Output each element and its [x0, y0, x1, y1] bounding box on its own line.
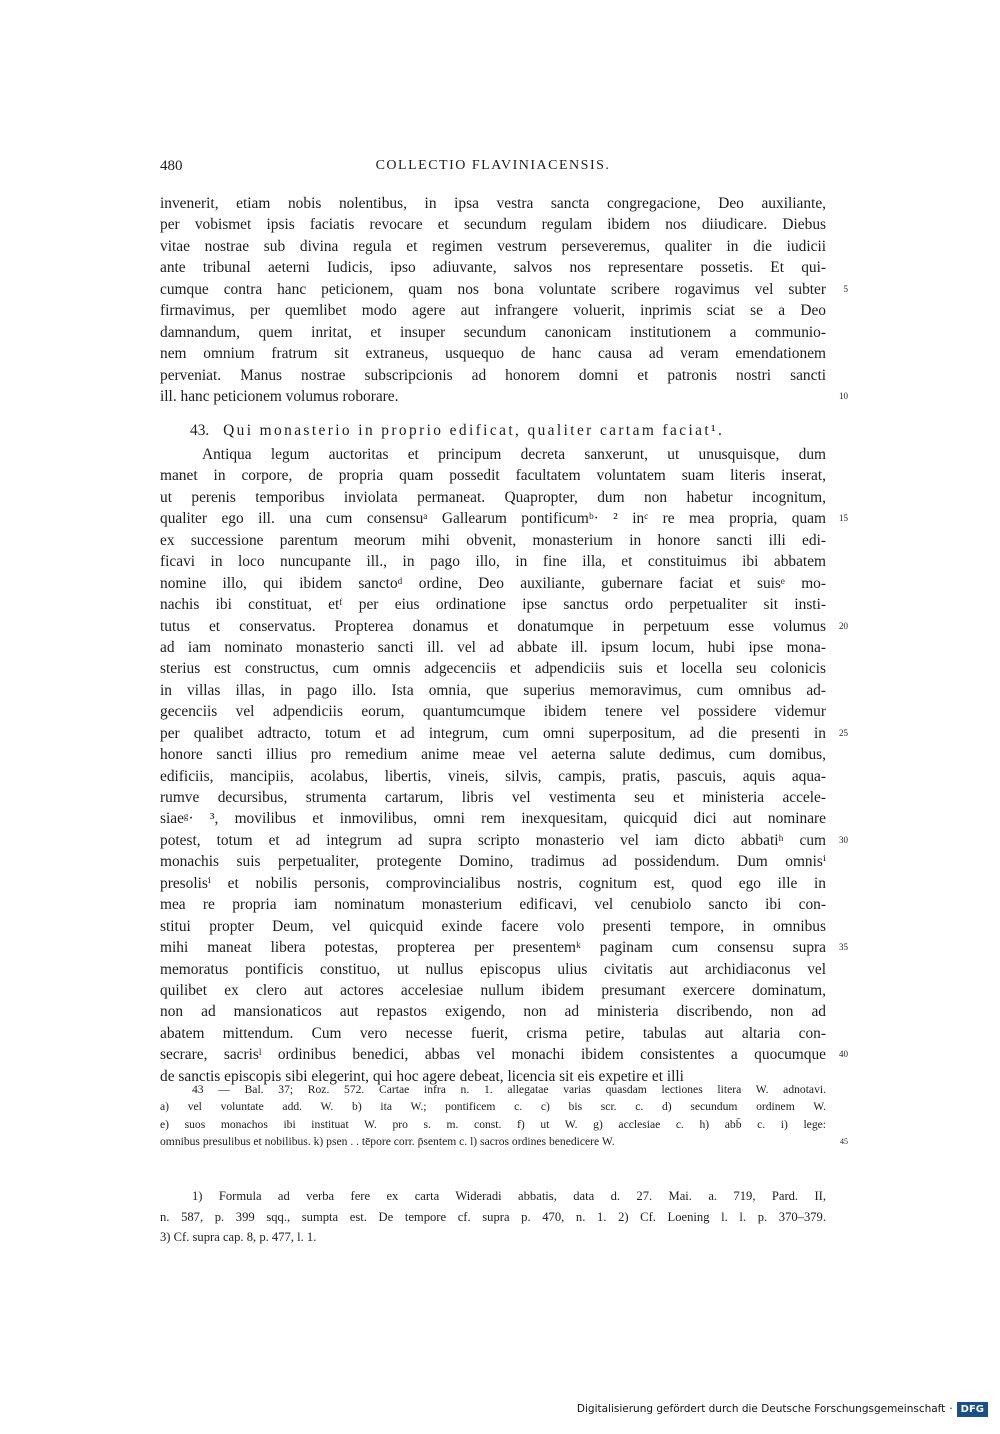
text-line	[160, 744, 826, 765]
main-text-body	[160, 444, 848, 1087]
line-text: per vobismet ipsis faciatis revocare et secundum regulam ibidem nos diiudicare. Diebus	[160, 216, 826, 234]
line-text: edificiis, mancipiis, acolabus, libertis, vineis, silvis, campis, pratis, pascuis, aquis aqua-	[160, 767, 826, 785]
text-line	[160, 465, 826, 486]
line-text: in villas illas, in pago illo. Ista omnia, que superius memoravimus, cum omnibus ad-	[160, 681, 826, 699]
text-line	[160, 594, 826, 615]
line-text: e) suos monachos ibi instituat W. pro s. m. const. f) ut W. g) acclesiae c. h) abb̄ c. i) lege:	[160, 1117, 826, 1131]
line-text: a) vel voluntate add. W. b) ita W.; pontificem c. c) bis scr. c. d) secundum ordinem W.	[160, 1100, 826, 1114]
line-text: 43 — Bal. 37; Roz. 572. Cartae infra n. 1. allegatae varias quasdam lectiones litera W. adnotavi.	[192, 1083, 826, 1096]
line-text: stitui propter Deum, vel quicquid exinde facere volo presenti tempore, in omnibus	[160, 917, 826, 935]
line-text: siaeᵍ· ³, movilibus et inmovilibus, omni rem inexquesitam, quicquid dici aut nominare	[160, 810, 826, 828]
line-text: nachis ibi constituat, etᶠ per eius ordinatione ipse sanctus ordo perpetualiter sit insti-	[160, 596, 826, 614]
line-text: per qualibet adtracto, totum et ad integrum, cum omni superpositum, ad die presenti in	[160, 724, 826, 742]
text-line	[160, 551, 826, 572]
text-line	[160, 894, 826, 915]
text-line	[160, 723, 848, 744]
line-text: potest, totum et ad integrum ad supra scripto monasterio vel iam dicto abbatiʰ cum	[160, 831, 826, 849]
line-number: 35	[839, 942, 848, 953]
text-line	[160, 701, 826, 722]
line-text: mihi maneat libera potestas, propterea per presentemᵏ paginam cum consensu supra	[160, 939, 826, 957]
line-text: ad iam nominato monasterio sancti ill. vel ad abbate ill. ipsum locum, hubi ipse mona-	[160, 638, 826, 656]
line-text: quilibet ex clero aut actores accelesiae nullum ibidem presumant exercere dominatum,	[160, 981, 826, 999]
line-text: qualiter ego ill. una cum consensuᵃ Gallearum pontificumᵇ· ² inᶜ re mea propria, quam	[160, 510, 826, 528]
line-text: Antiqua legum auctoritas et principum decreta sanxerunt, ut unusquisque, dum	[202, 446, 826, 463]
text-line	[160, 916, 826, 937]
section-heading	[190, 422, 724, 440]
line-text: memoratus pontificis constituo, ut nullus episcopus ulius civitatis aut archidiaconus vel	[160, 960, 826, 978]
text-line	[160, 808, 826, 829]
line-text: nomine illo, qui ibidem sanctoᵈ ordine, Deo auxiliante, gubernare faciat et suisᵉ mo-	[160, 574, 826, 592]
running-title: COLLECTIO FLAVINIACENSIS.	[375, 158, 611, 173]
line-text: perveniat. Manus nostrae subscripcionis ad honorem domni et patronis nostri sancti	[160, 366, 826, 384]
footnote-line: 3) Cf. supra cap. 8, p. 477, l. 1.	[160, 1230, 317, 1244]
line-text: ill. hanc peticionem volumus roborare.	[160, 387, 399, 405]
line-text: monachis suis perpetualiter, protegente Domino, tradimus ad possidendum. Dum omnisⁱ	[160, 853, 826, 871]
text-line	[160, 193, 826, 214]
text-line	[160, 214, 826, 235]
line-number: 30	[839, 834, 848, 845]
line-number: 20	[839, 620, 848, 631]
apparatus-line	[160, 1081, 826, 1098]
credit-text: Digitalisierung gefördert durch die Deutsche Forschungsgemeinschaft	[576, 1403, 946, 1415]
line-number: 10	[839, 390, 848, 401]
text-line	[160, 1044, 848, 1065]
line-text: nem omnium fratrum sit extraneus, usquequo de hanc causa ad veram emendationem	[160, 345, 826, 363]
line-text: damnandum, quem inritat, et insuper secundum canonicam institutionem a communio-	[160, 323, 826, 341]
dfg-logo-icon: DFG	[957, 1402, 988, 1417]
line-text: honore sancti illius pro remedium anime meae vel aeterna salute dedimus, cum domibus,	[160, 746, 826, 764]
text-line	[160, 680, 826, 701]
line-text: firmavimus, per quemlibet modo agere aut infrangere voluerit, inprimis sciat se a Deo	[160, 302, 826, 320]
line-text: vitae nostrae sub divina regula et regimen vestrum perseveremus, qualiter in die iudicii	[160, 237, 826, 255]
line-text: sterius est constructus, cum omnis adgecenciis et adpendiciis suis et locella seu colonicis	[160, 660, 826, 678]
line-text: gecenciis vel adpendiciis eorum, quantumcumque ibidem tenere vel possidere videmur	[160, 703, 826, 721]
text-line	[160, 279, 848, 300]
line-number: 25	[839, 727, 848, 738]
text-line	[160, 787, 826, 808]
page-header	[160, 158, 826, 180]
line-number: 5	[843, 283, 848, 294]
line-text: invenerit, etiam nobis nolentibus, in ipsa vestra sancta congregacione, Deo auxiliante,	[160, 195, 826, 212]
text-line	[160, 830, 848, 851]
line-text: de sanctis episcopis sibi elegerint, qui hoc agere debeat, licencia sit eis expetire et illi	[160, 1067, 684, 1085]
text-line	[160, 616, 848, 637]
text-line	[160, 300, 826, 321]
section-number: 43.	[190, 422, 210, 439]
text-line	[160, 444, 826, 465]
line-number: 45	[840, 1137, 848, 1147]
critical-apparatus	[160, 1081, 848, 1151]
main-text-top	[160, 193, 848, 407]
text-line	[160, 257, 826, 278]
text-line	[160, 658, 826, 679]
line-text: secrare, sacrisˡ ordinibus benedici, abbas vel monachi ibidem consistentes a quocumque	[160, 1046, 826, 1064]
text-line	[160, 937, 848, 958]
footnote-line: n. 587, p. 399 sqq., sumpta est. De tempore cf. supra p. 470, n. 1. 2) Cf. Loening l. l. p. 370–379.	[160, 1209, 826, 1224]
footnote-line: 1) Formula ad verba fere ex carta Wideradi abbatis, data d. 27. Mai. a. 719, Pard. II,	[192, 1189, 826, 1203]
line-number: 40	[839, 1049, 848, 1060]
text-line	[160, 508, 848, 529]
text-line	[160, 322, 826, 343]
text-line	[160, 343, 826, 364]
line-text: mea re propria iam nominatum monasterium edificavi, vel cenubiolo sancto ibi con-	[160, 896, 826, 914]
line-text: abatem mittendum. Cum vero necesse fuerit, crisma petire, tabulas aut altaria con-	[160, 1024, 826, 1042]
line-text: manet in corpore, de propria quam possedit facultatem voluntatem suam literis inserat,	[160, 467, 826, 485]
line-text: ante tribunal aeterni Iudicis, ipso adiuvante, salvos nos representare possetis. Et qui-	[160, 259, 826, 277]
digitization-credit: Digitalisierung gefördert durch die Deutsche Forschungsgemeinschaft · DFG	[577, 1400, 988, 1418]
line-number: 15	[839, 513, 848, 524]
line-text: ut perenis temporibus inviolata permaneat. Quapropter, dum non habetur incognitum,	[160, 488, 826, 506]
text-line	[160, 873, 826, 894]
line-text: ex successione parentum meorum mihi obvenit, monasterium in honore sancti illi edi-	[160, 531, 826, 549]
apparatus-line	[160, 1098, 826, 1115]
text-line	[160, 637, 826, 658]
text-line	[160, 530, 826, 551]
line-text: tutus et conservatus. Propterea donamus et donatumque in perpetuum esse volumus	[160, 617, 826, 635]
text-line	[160, 851, 826, 872]
text-line	[160, 766, 826, 787]
text-line	[160, 1023, 826, 1044]
line-text: ficavi in loco nuncupante ill., in pago illo, in fine illa, et constituimus ibi abbatem	[160, 553, 826, 571]
line-text: non ad mansionaticos aut repastos exigendo, non ad ministeria discribendo, non ad	[160, 1003, 826, 1021]
line-text: cumque contra hanc peticionem, quam nos bona voluntate scribere rogavimus vel subter	[160, 280, 826, 298]
text-line	[160, 487, 826, 508]
text-line	[160, 1001, 826, 1022]
text-line	[160, 980, 826, 1001]
line-text: omnibus presulibus et nobilibus. k) psen . . tēpore corr. p̄sentem c. l) sacros ordines benedicere W.	[160, 1135, 615, 1149]
line-text: rumve decursibus, strumenta cartarum, libris vel vestimenta seu et ministeria accele-	[160, 789, 826, 806]
footnotes	[160, 1186, 826, 1248]
text-line	[160, 365, 826, 386]
apparatus-line	[160, 1133, 848, 1150]
text-line	[160, 959, 826, 980]
text-line	[160, 236, 826, 257]
line-text: presolisⁱ et nobilis personis, comprovincialibus nostris, cognitum est, quod ego ille in	[160, 874, 826, 892]
section-title: Qui monasterio in proprio edificat, qualiter cartam faciat¹.	[223, 422, 725, 439]
text-line	[160, 573, 826, 594]
text-line	[160, 386, 848, 407]
apparatus-line	[160, 1116, 826, 1133]
page-number: 480	[160, 158, 183, 174]
